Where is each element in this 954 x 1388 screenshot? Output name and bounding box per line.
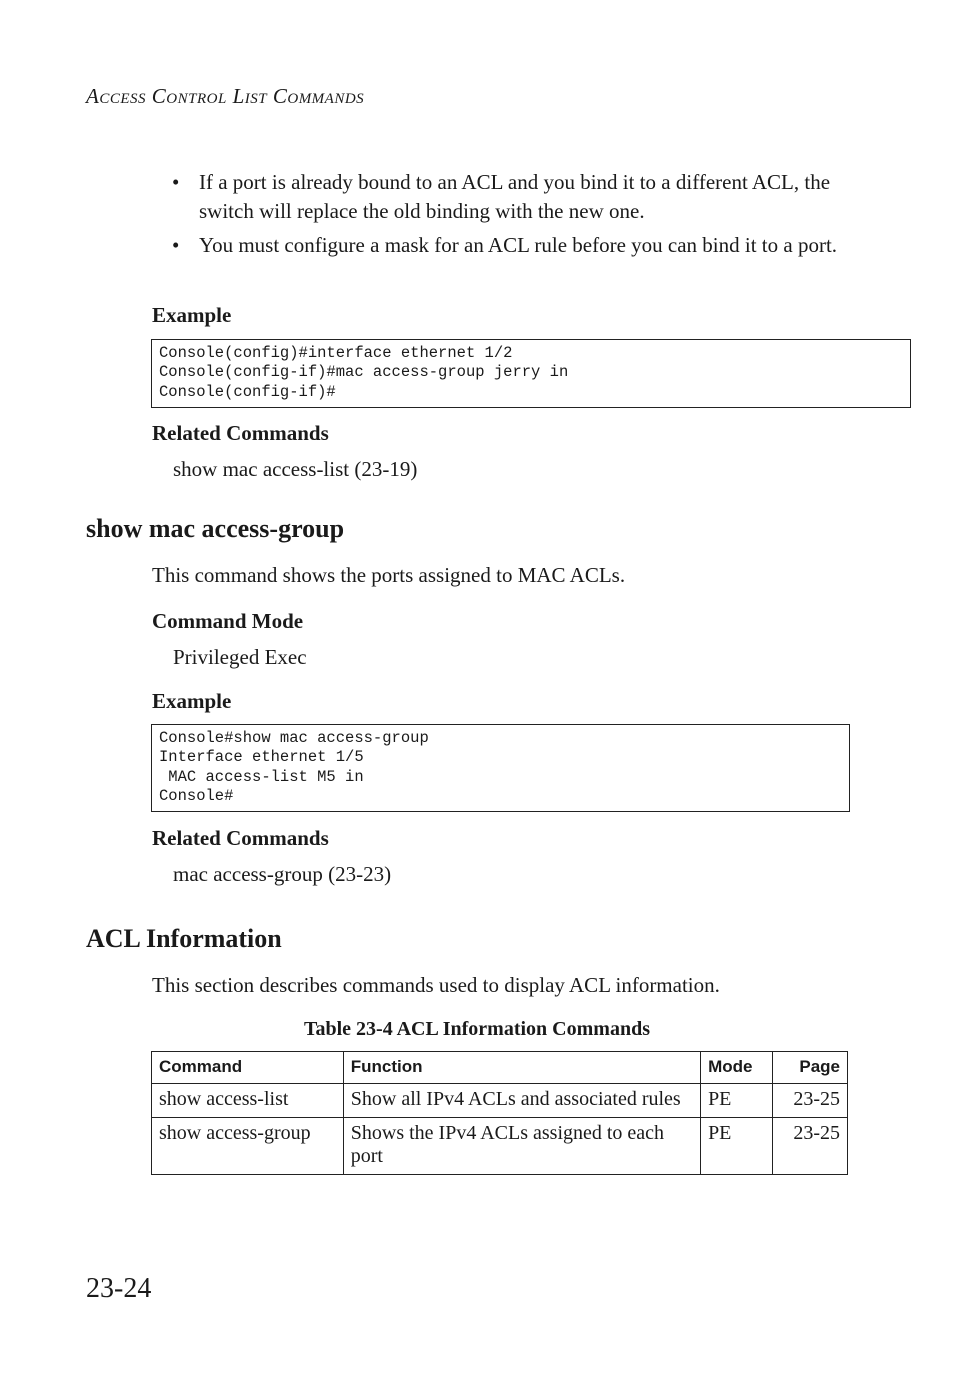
example-code-block: Console#show mac access-group Interface ethernet 1/5 MAC access-list M5 in Console# — [151, 724, 850, 812]
section-title: show mac access-group — [86, 514, 345, 543]
related-commands-text: mac access-group (23-23) — [173, 862, 392, 886]
list-item — [172, 168, 852, 226]
table-cell: Show all IPv4 ACLs and associated rules — [343, 1084, 700, 1118]
running-head-cap-2: C — [151, 84, 167, 108]
section-description: This section describes commands used to display ACL information. — [152, 973, 720, 997]
column-header-mode: Mode — [701, 1052, 773, 1084]
table-cell: show access-group — [152, 1118, 344, 1175]
column-header-page: Page — [773, 1052, 848, 1084]
running-head-rest-1: CCESS — [99, 91, 147, 107]
running-head — [86, 84, 364, 109]
running-head-cap-4: C — [272, 84, 288, 108]
table-cell: PE — [701, 1084, 773, 1118]
page-number: 23-24 — [86, 1273, 152, 1304]
table-caption: Table 23-4 ACL Information Commands — [304, 1018, 650, 1040]
table-cell: show access-list — [152, 1084, 344, 1118]
bullet-icon: • — [172, 233, 180, 257]
table-cell: 23-25 — [773, 1084, 848, 1118]
bullet-text: You must configure a mask for an ACL rule before you can bind it to a port. — [199, 233, 838, 257]
section-title: ACL Information — [86, 924, 282, 953]
table-row — [152, 1118, 848, 1175]
running-head-rest-4: OMMANDS — [287, 91, 365, 107]
running-head-rest-3: IST — [244, 91, 268, 107]
command-mode-text: Privileged Exec — [173, 645, 307, 669]
related-commands-text: show mac access-list (23-19) — [173, 457, 418, 481]
bullet-list — [172, 168, 852, 265]
table-cell: Shows the IPv4 ACLs assigned to each port — [343, 1118, 700, 1175]
list-item — [172, 231, 852, 260]
running-head-cap-3: L — [232, 84, 245, 108]
table-header-row — [152, 1052, 848, 1084]
table-cell: PE — [701, 1118, 773, 1175]
column-header-command: Command — [152, 1052, 344, 1084]
table-row — [152, 1084, 848, 1118]
running-head-cap-1: A — [86, 84, 100, 108]
example-code-block: Console(config)#interface ethernet 1/2 Console(config-if)#mac access-group jerry in Console(config-if)# — [151, 339, 911, 408]
column-header-function: Function — [343, 1052, 700, 1084]
related-commands-heading: Related Commands — [152, 826, 329, 850]
command-mode-heading: Command Mode — [152, 609, 304, 633]
example-heading: Example — [152, 689, 232, 713]
acl-info-table — [151, 1051, 848, 1175]
running-head-rest-2: ONTROL — [166, 91, 227, 107]
bullet-text: If a port is already bound to an ACL and you bind it to a different ACL, the switch will replace the old binding with the new one. — [199, 170, 831, 223]
example-heading: Example — [152, 303, 232, 327]
section-description: This command shows the ports assigned to MAC ACLs. — [152, 563, 626, 587]
table-cell: 23-25 — [773, 1118, 848, 1175]
bullet-icon: • — [172, 170, 180, 194]
related-commands-heading: Related Commands — [152, 421, 329, 445]
